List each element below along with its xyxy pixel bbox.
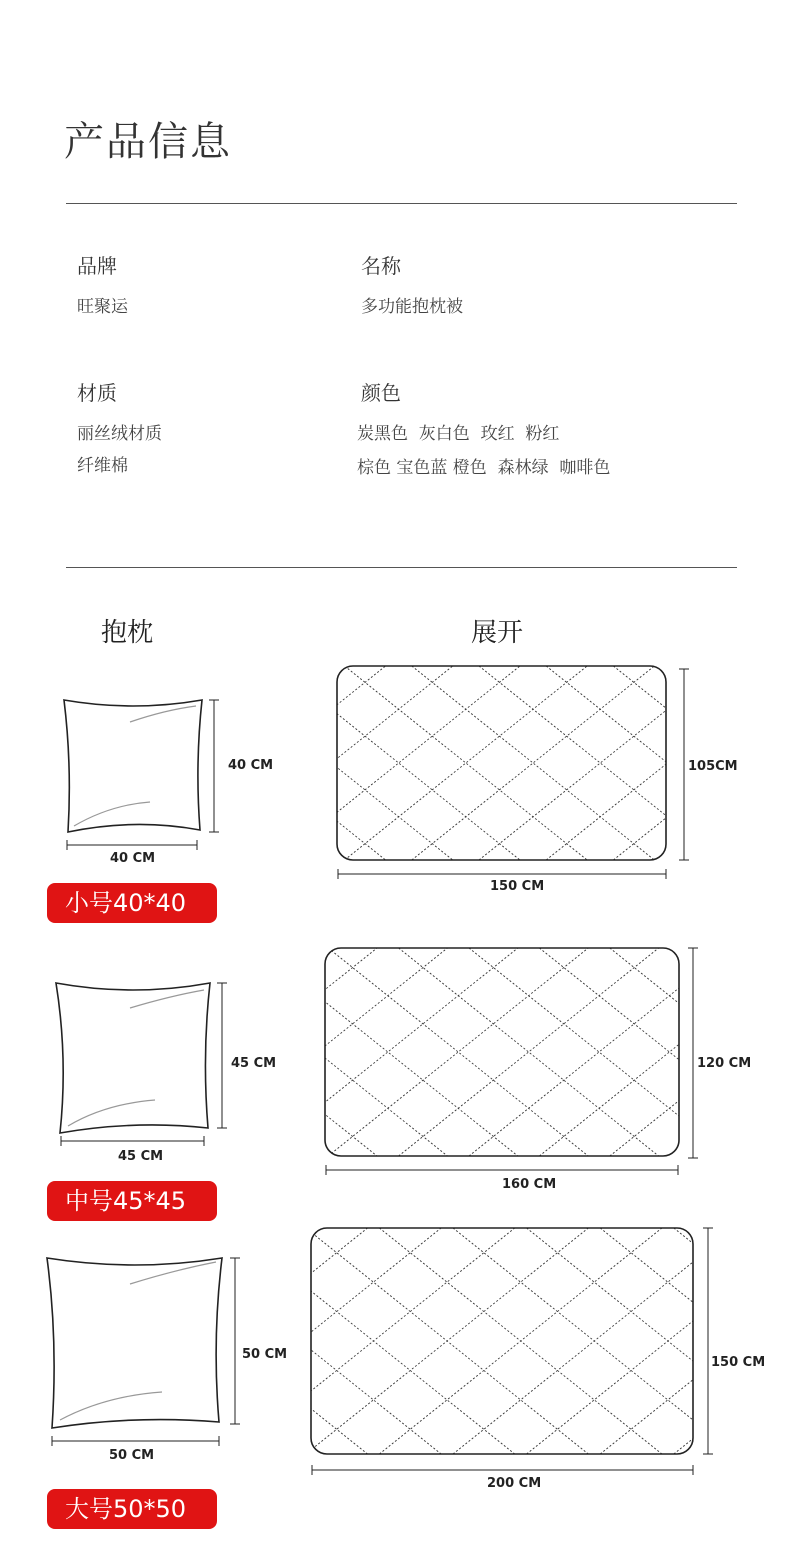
name-value: 多功能抱枕被 (361, 297, 463, 317)
material-value: 纤维棉 (77, 456, 128, 476)
pillow-width-label: 45 CM (118, 1149, 164, 1164)
color-value: 棕色 宝色蓝 橙色 森林绿 咖啡色 (357, 458, 611, 478)
unfolded-blanket-illustration (0, 0, 1, 1)
unfolded-column-heading: 展开 (471, 618, 524, 648)
pillow-height-label: 45 CM (231, 1056, 277, 1071)
size-badge-small: 小号40*40 (47, 883, 217, 923)
size-badge-large: 大号50*50 (47, 1489, 217, 1529)
page-title: 产品信息 (64, 119, 232, 165)
divider (66, 203, 737, 204)
pillow-column-heading: 抱枕 (101, 618, 154, 648)
material-value: 丽丝绒材质 (77, 424, 162, 444)
pillow-height-label: 50 CM (242, 1347, 288, 1362)
pillow-height-label: 40 CM (228, 758, 274, 773)
unfolded-width-label: 150 CM (490, 879, 545, 894)
color-value: 炭黑色 灰白色 玫红 粉红 (357, 424, 560, 444)
unfolded-width-label: 160 CM (502, 1177, 557, 1192)
pillow-width-label: 40 CM (110, 851, 156, 866)
divider (66, 567, 737, 568)
unfolded-height-label: 105CM (688, 759, 738, 774)
color-label: 颜色 (361, 381, 401, 405)
unfolded-height-label: 150 CM (711, 1355, 766, 1370)
brand-value: 旺聚运 (77, 297, 128, 317)
pillow-width-label: 50 CM (109, 1448, 155, 1463)
size-badge-medium: 中号45*45 (47, 1181, 217, 1221)
name-label: 名称 (361, 254, 401, 278)
material-label: 材质 (77, 381, 117, 405)
unfolded-height-label: 120 CM (697, 1056, 752, 1071)
brand-label: 品牌 (77, 254, 117, 278)
unfolded-width-label: 200 CM (487, 1476, 542, 1491)
